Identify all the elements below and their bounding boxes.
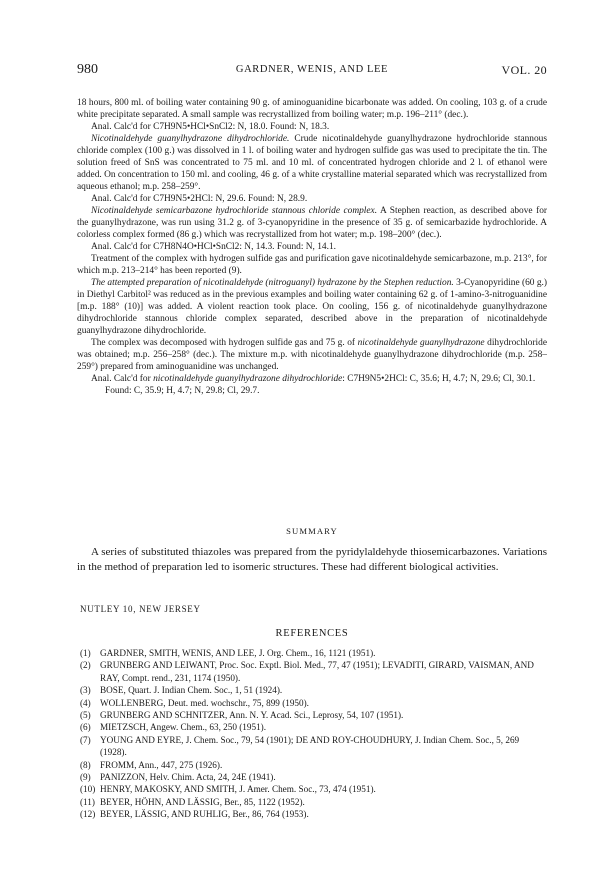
analysis-line [77,373,547,385]
analysis-line: Anal. Calc'd for C7H8N4O•HCl•SnCl2: N, 14.3. Found: N, 14.1. [91,242,336,252]
reference-text: GARDNER, SMITH, WENIS, AND LEE, J. Org. Chem., 16, 1121 (1951). [100,648,376,658]
reference-number: (5) [80,710,91,721]
reference-number: (12) [80,809,96,820]
paragraph-text: The complex was decomposed with hydrogen sulfide gas and 75 g. of [91,338,358,348]
paragraph [77,133,547,193]
paragraph: 18 hours, 800 ml. of boiling water containing 90 g. of aminoguanidine bicarbonate was added. On cooling, 103 g. of a crude white precipitate separated. A small sample was recrystallized from boiling water; m.p. 196–211° (dec.). [77,98,547,120]
paragraph [77,205,547,241]
paragraph-text: A Stephen reaction, as described above for the guanylhydrazone, was run using 31.2 g. of 3-cyanopyridine in the presence of 35 g. of semicarbazide hydrochloride. A colorless complex formed (86 g.) which was recrystallized from hot water; m.p. 198–200° (dec.). [77,206,547,240]
found-line: Found: C, 35.9; H, 4.7; N, 29.8; Cl, 29.7. [105,386,260,396]
summary-text: A series of substituted thiazoles was prepared from the pyridylaldehyde thiosemicarbazones. Variations in the method of preparation led to isomeric structures. These had different biological activities. [77,546,547,573]
reference-number: (6) [80,722,91,733]
analysis-text: : C7H9N5•2HCl: C, 35.6; H, 4.7; N, 29.6; Cl, 30.1. [342,374,536,384]
reference-number: (8) [80,759,91,770]
location-line: NUTLEY 10, NEW JERSEY [80,604,201,614]
reference-text: GRUNBERG AND SCHNITZER, Ann. N. Y. Acad. Sci., Leprosy, 54, 107 (1951). [100,710,404,721]
compound-title: Nicotinaldehyde guanylhydrazone dihydrochloride. [91,134,290,144]
summary-heading: SUMMARY [286,526,338,536]
analysis-line: Anal. Calc'd for C7H9N5•2HCl: N, 29.6. Found: N, 28.9. [91,194,308,204]
reference-number: (4) [80,697,91,708]
reference-number: (11) [80,796,95,807]
reference-text: GRUNBERG AND LEIWANT, Proc. Soc. Exptl. Biol. Med., 77, 47 (1951); LEVADITI, GIRARD, VAISMAN, AND RAY, Compt. rend., 231, 1174 (1950). [100,660,534,683]
reference-item [80,721,544,733]
reference-text: BEYER, HÖHN, AND LÄSSIG, Ber., 85, 1122 (1952). [100,796,305,807]
reference-text: BEYER, LÄSSIG, AND RUHLIG, Ber., 86, 764 (1953). [100,809,309,820]
reference-number: (1) [80,648,91,658]
reference-number: (7) [80,734,91,745]
reference-item [80,647,544,659]
running-head-authors: GARDNER, WENIS, AND LEE [235,64,389,75]
paragraph: Treatment of the complex with hydrogen sulfide gas and purification gave nicotinaldehyde semicarbazone, m.p. 213°, for which m.p. 213–214° has been reported (9). [77,254,547,276]
compound-name: nicotinaldehyde guanylhydrazone dihydrochloride [153,374,343,384]
reference-text: BOSE, Quart. J. Indian Chem. Soc., 1, 51 (1924). [100,685,283,696]
reference-item [80,697,544,709]
volume-label: VOL. 20 [501,63,547,77]
page-number: 980 [77,62,98,77]
reference-item [80,709,544,721]
reference-text: HENRY, MAKOSKY, AND SMITH, J. Amer. Chem. Soc., 73, 474 (1951). [100,784,376,795]
reference-text: MIETZSCH, Angew. Chem., 63, 250 (1951). [100,722,267,733]
reference-list [80,647,544,821]
reference-text: YOUNG AND EYRE, J. Chem. Soc., 79, 54 (1901); DE AND ROY-CHOUDHURY, J. Indian Chem. Soc., 5, 269 (1928). [100,734,520,758]
experimental-text [77,97,547,397]
reference-number: (3) [80,685,91,696]
references-heading: REFERENCES [275,628,349,639]
paragraph [77,277,547,337]
reference-item [80,759,544,771]
reference-item [80,771,544,783]
running-header [77,62,547,80]
reference-number: (9) [80,772,91,783]
reference-item [80,684,544,696]
compound-title: The attempted preparation of nicotinaldehyde (nitroguanyl) hydrazone by the Stephen reduction. [91,278,454,288]
compound-title: Nicotinaldehyde semicarbazone hydrochloride stannous chloride complex. [91,206,378,216]
compound-name: nicotinaldehyde guanylhydrazone [357,338,485,348]
analysis-text: Anal. Calc'd for [91,374,154,384]
reference-text: PANIZZON, Helv. Chim. Acta, 24, 24E (1941). [100,772,276,783]
reference-item [80,808,544,820]
reference-item [80,734,544,759]
paragraph-text: dihydrochloride was obtained; m.p. 256–258° (dec.). The mixture m.p. with nicotinaldehyde guanylhydrazone dihydrochloride (m.p. 258–259°) prepared from aminoguanidine was unchanged. [77,338,548,372]
paragraph-text: 3-Cyanopyridine (60 g.) in Diethyl Carbitol² was reduced as in the previous examples and boiling water containing 62 g. of 1-amino-3-nitroguanidine [m.p. 188° (10)] was added. A violent reaction took place. On cooling, 156 g. of nicotinaldehyde guanylhydrazone dihydrochloride stannous chloride complex separated, described above in the preparation of nicotinaldehyde guanylhydrazone dihydrochloride. [77,278,547,336]
reference-number: (2) [80,660,91,671]
reference-text: FROMM, Ann., 447, 275 (1926). [100,759,223,770]
reference-item [80,659,544,684]
reference-item [80,796,544,808]
paragraph [77,337,547,373]
reference-text: WOLLENBERG, Deut. med. wochschr., 75, 899 (1950). [100,697,309,708]
reference-item [80,783,544,795]
analysis-line: Anal. Calc'd for C7H9N5•HCl•SnCl2: N, 18.0. Found: N, 18.3. [91,122,330,132]
reference-number: (10) [80,784,96,795]
paragraph-text: Crude nicotinaldehyde guanylhydrazone hydrochloride stannous chloride complex (100 g.) was dissolved in 1 l. of boiling water and hydrogen sulfide gas was used to precipitate the tin. The solution freed of SnS was concentrated to 75 ml. and 10 ml. of concentrated hydrogen chloride and 2 l. of ethanol were added. On concentration to 150 ml. and cooling, 46 g. of a white crystalline material separated which was recrystallized from aqueous ethanol; m.p. 258–259°. [77,134,547,192]
